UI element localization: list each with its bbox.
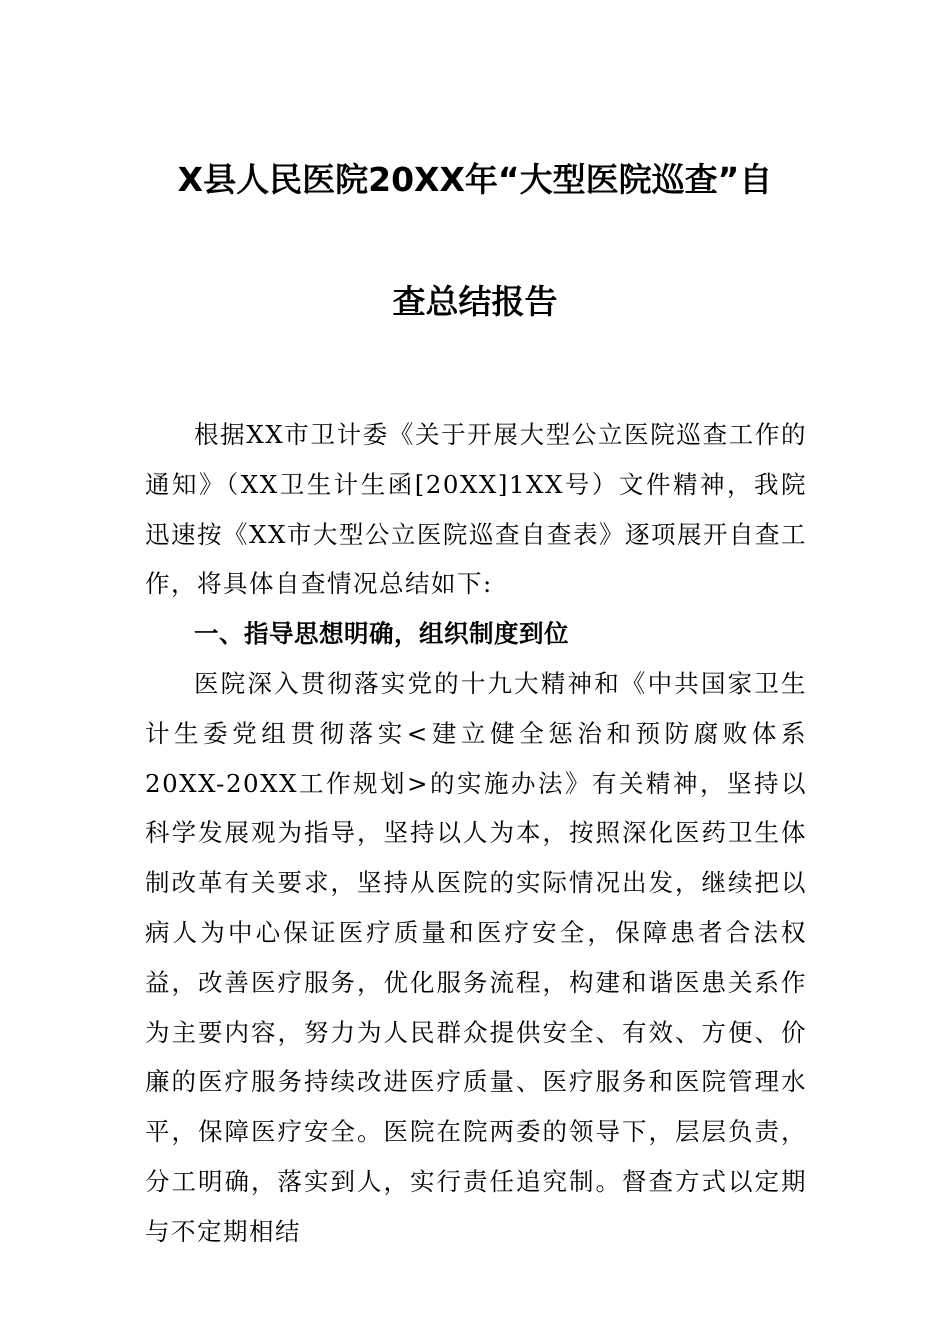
document-title-line-1: X县人民医院20XX年“大型医院巡查”自	[177, 160, 773, 199]
document-body	[145, 410, 807, 1257]
intro-paragraph: 根据XX市卫计委《关于开展大型公立医院巡查工作的通知》（XX卫生计生函[20XX]1XX号）文件精神，我院迅速按《XX市大型公立医院巡查自查表》逐项展开自查工作，将具体自查情况总结如下:	[145, 420, 807, 599]
section-1-heading: 一、指导思想明确，组织制度到位	[194, 619, 569, 649]
section-1-paragraph: 医院深入贯彻落实党的十九大精神和《中共国家卫生计生委党组贯彻落实<建立健全惩治和预防腐败体系20XX-20XX工作规划>的实施办法》有关精神，坚持以科学发展观为指导，坚持以人为本，按照深化医药卫生体制改革有关要求，坚持从医院的实际情况出发，继续把以病人为中心保证医疗质量和医疗安全，保障患者合法权益，改善医疗服务，优化服务流程，构建和谐医患关系作为主要内容，努力为人民群众提供安全、有效、方便、价廉的医疗服务持续改进医疗质量、医疗服务和医院管理水平，保障医疗安全。医院在院两委的领导下，层层负责，分工明确，落实到人，实行责任追究制。督查方式以定期与不定期相结	[145, 668, 807, 1246]
document-title-line-2: 查总结报告	[392, 282, 558, 321]
